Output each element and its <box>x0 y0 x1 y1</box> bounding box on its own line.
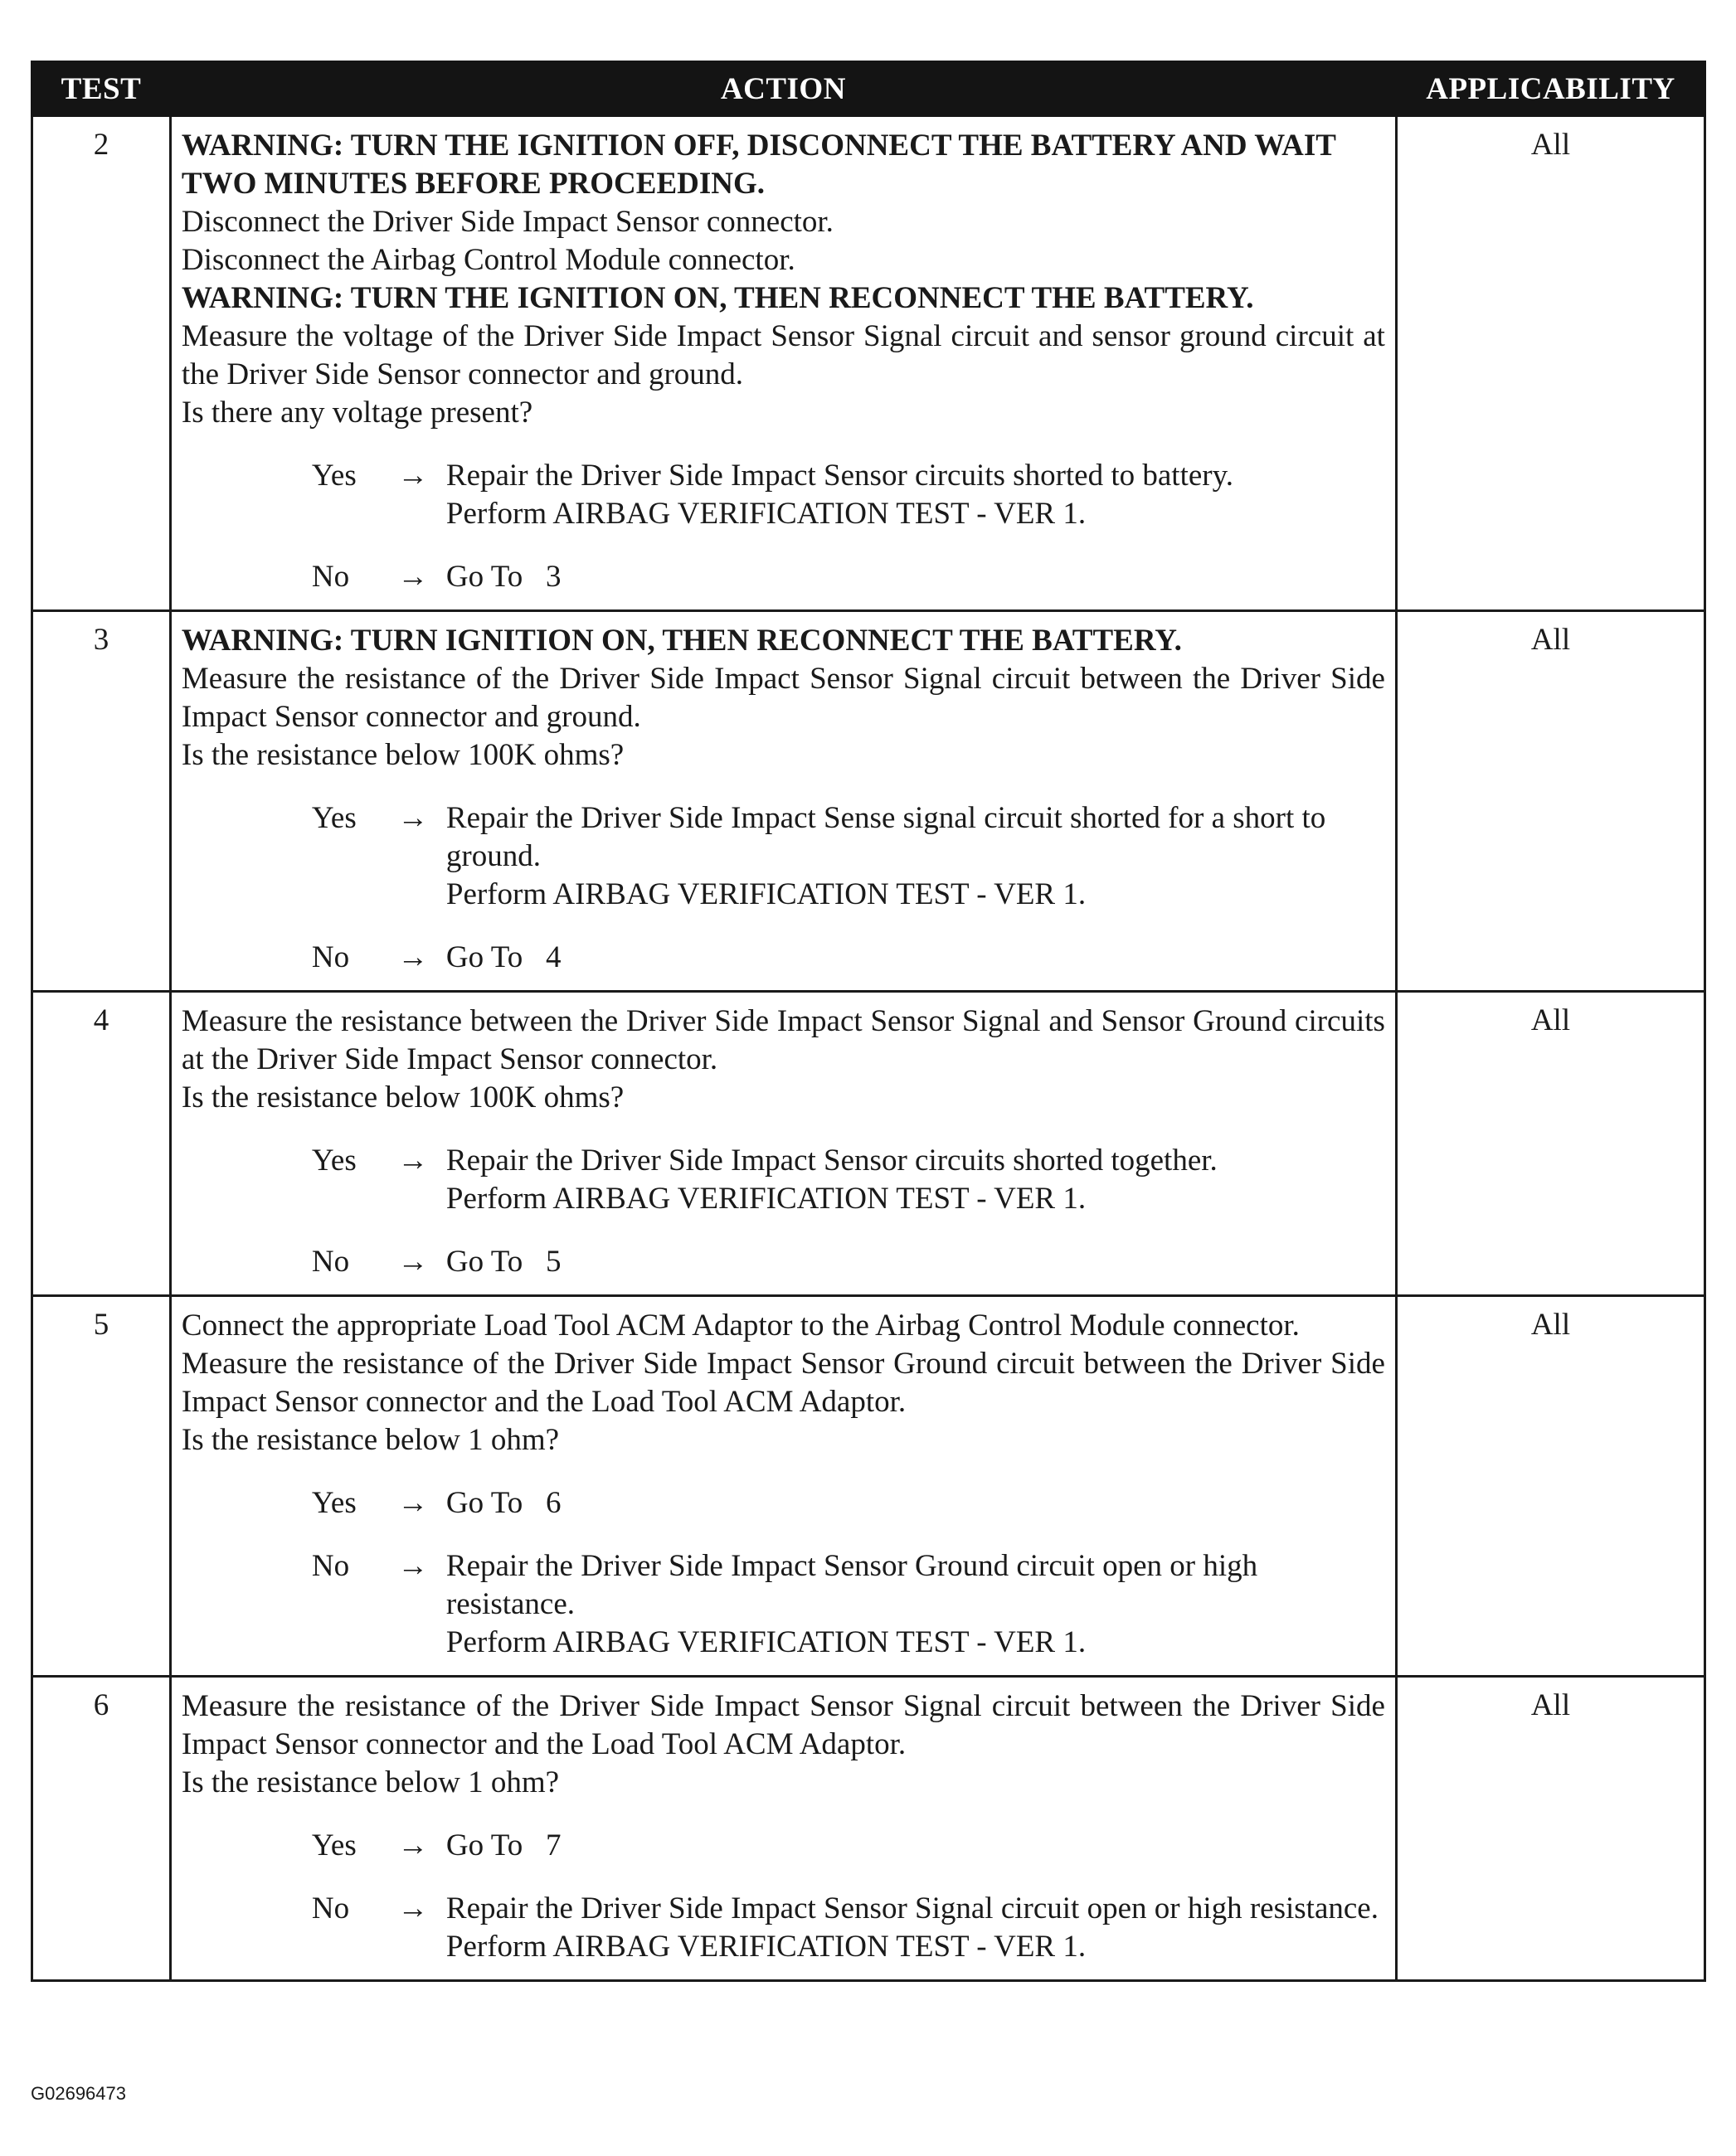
outcome-yes <box>182 1827 1385 1865</box>
result-line: Perform AIRBAG VERIFICATION TEST - VER 1. <box>445 877 1087 911</box>
answer-label: Yes <box>311 459 357 493</box>
outcome-result <box>446 1142 1385 1218</box>
warning-text: WARNING: TURN IGNITION ON, THEN RECONNECT THE BATTERY. <box>181 624 1182 658</box>
outcome-result <box>446 1827 1385 1865</box>
outcome-result <box>446 457 1385 533</box>
arrow-right-icon: → <box>397 1245 429 1279</box>
outcome-no <box>182 1890 1385 1966</box>
outcome-no <box>182 558 1385 596</box>
result-line: Go To 7 <box>445 1828 562 1862</box>
outcome-result <box>446 558 1385 596</box>
test-number: 3 <box>32 611 171 992</box>
test-number: 2 <box>32 116 171 611</box>
result-line: Repair the Driver Side Impact Sensor Signal circuit open or high resistance. <box>445 1891 1379 1925</box>
result-line: Repair the Driver Side Impact Sensor Ground circuit open or high resistance. <box>445 1549 1266 1621</box>
table-body <box>32 116 1705 1981</box>
arrow-right-icon: → <box>397 560 429 594</box>
outcome-result <box>446 1243 1385 1281</box>
table-row <box>32 611 1705 992</box>
action-text: Connect the appropriate Load Tool ACM Adaptor to the Airbag Control Module connector. <box>181 1309 1300 1343</box>
arrow-right-icon: → <box>397 1828 429 1862</box>
header-test: TEST <box>32 62 171 116</box>
action-text: Is the resistance below 1 ohm? <box>181 1423 560 1457</box>
action-text: Disconnect the Driver Side Impact Sensor connector. <box>181 205 834 239</box>
action-text: Is the resistance below 1 ohm? <box>181 1765 560 1799</box>
figure-code: G02696473 <box>31 2083 126 2104</box>
answer-label: Yes <box>311 801 357 835</box>
answer-label: No <box>311 560 350 594</box>
answer-label: No <box>311 940 350 974</box>
table-row <box>32 992 1705 1296</box>
arrow-right-icon: → <box>397 1144 429 1178</box>
result-line: Repair the Driver Side Impact Sense signal circuit shorted for a short to ground. <box>445 801 1334 873</box>
action-text: Measure the resistance of the Driver Side Impact Sensor Signal circuit between the Driver Side Impact Sensor connector and the Load Tool ACM Adaptor. <box>181 1689 1385 1761</box>
arrow-right-icon: → <box>397 940 429 974</box>
outcome-no <box>182 939 1385 977</box>
applicability-value: All <box>1396 992 1704 1296</box>
warning-text: WARNING: TURN THE IGNITION ON, THEN RECONNECT THE BATTERY. <box>181 281 1254 315</box>
action-text: Measure the resistance of the Driver Side Impact Sensor Ground circuit between the Driver Side Impact Sensor connector and the Load Tool ACM Adaptor. <box>181 1347 1385 1419</box>
outcome-yes <box>182 799 1385 914</box>
test-number: 6 <box>32 1677 171 1981</box>
action-text: Measure the resistance between the Driver Side Impact Sensor Signal and Sensor Ground circuits at the Driver Side Impact Sensor connector. <box>181 1004 1385 1076</box>
result-line: Repair the Driver Side Impact Sensor circuits shorted to battery. <box>445 459 1233 493</box>
result-line: Repair the Driver Side Impact Sensor circuits shorted together. <box>445 1144 1218 1178</box>
header-applicability: APPLICABILITY <box>1396 62 1704 116</box>
outcome-result <box>446 1890 1385 1966</box>
result-line: Go To 6 <box>445 1486 562 1520</box>
action-cell <box>170 1296 1396 1677</box>
result-line: Perform AIRBAG VERIFICATION TEST - VER 1. <box>445 497 1087 531</box>
table-row <box>32 116 1705 611</box>
applicability-value: All <box>1396 116 1704 611</box>
answer-label: No <box>311 1549 350 1583</box>
applicability-value: All <box>1396 1677 1704 1981</box>
result-line: Go To 4 <box>445 940 562 974</box>
action-text: Disconnect the Airbag Control Module connector. <box>181 243 795 277</box>
outcome-no <box>182 1547 1385 1662</box>
action-cell <box>170 992 1396 1296</box>
action-cell <box>170 1677 1396 1981</box>
result-line: Go To 5 <box>445 1245 562 1279</box>
action-text: Measure the voltage of the Driver Side Impact Sensor Signal circuit and sensor ground circuit at the Driver Side Sensor connector and ground. <box>181 319 1385 391</box>
table-row <box>32 1677 1705 1981</box>
arrow-right-icon: → <box>397 801 429 835</box>
outcome-yes <box>182 1142 1385 1218</box>
test-number: 4 <box>32 992 171 1296</box>
outcome-yes <box>182 1484 1385 1522</box>
header-action: ACTION <box>170 62 1396 116</box>
action-text: Measure the resistance of the Driver Side Impact Sensor Signal circuit between the Driver Side Impact Sensor connector and ground. <box>181 662 1385 734</box>
result-line: Perform AIRBAG VERIFICATION TEST - VER 1. <box>445 1625 1087 1659</box>
answer-label: No <box>311 1245 350 1279</box>
answer-label: Yes <box>311 1144 357 1178</box>
result-line: Perform AIRBAG VERIFICATION TEST - VER 1. <box>445 1182 1087 1216</box>
arrow-right-icon: → <box>397 1486 429 1520</box>
arrow-right-icon: → <box>397 459 429 493</box>
answer-label: No <box>311 1891 350 1925</box>
table-row <box>32 1296 1705 1677</box>
action-text: Is there any voltage present? <box>181 396 533 430</box>
warning-text: WARNING: TURN THE IGNITION OFF, DISCONNECT THE BATTERY AND WAIT TWO MINUTES BEFORE PROCEEDING. <box>181 129 1336 201</box>
result-line: Go To 3 <box>445 560 562 594</box>
diagnostic-test-table <box>31 61 1706 1982</box>
answer-label: Yes <box>311 1486 357 1520</box>
arrow-right-icon: → <box>397 1891 429 1925</box>
applicability-value: All <box>1396 611 1704 992</box>
answer-label: Yes <box>311 1828 357 1862</box>
outcome-yes <box>182 457 1385 533</box>
test-number: 5 <box>32 1296 171 1677</box>
result-line: Perform AIRBAG VERIFICATION TEST - VER 1. <box>445 1930 1087 1964</box>
outcome-result <box>446 1484 1385 1522</box>
action-text: Is the resistance below 100K ohms? <box>181 738 625 772</box>
outcome-no <box>182 1243 1385 1281</box>
applicability-value: All <box>1396 1296 1704 1677</box>
outcome-result <box>446 939 1385 977</box>
action-cell <box>170 611 1396 992</box>
action-cell <box>170 116 1396 611</box>
outcome-result <box>446 799 1385 914</box>
table-header-row <box>32 62 1705 116</box>
action-text: Is the resistance below 100K ohms? <box>181 1080 625 1114</box>
arrow-right-icon: → <box>397 1549 429 1583</box>
outcome-result <box>446 1547 1385 1662</box>
